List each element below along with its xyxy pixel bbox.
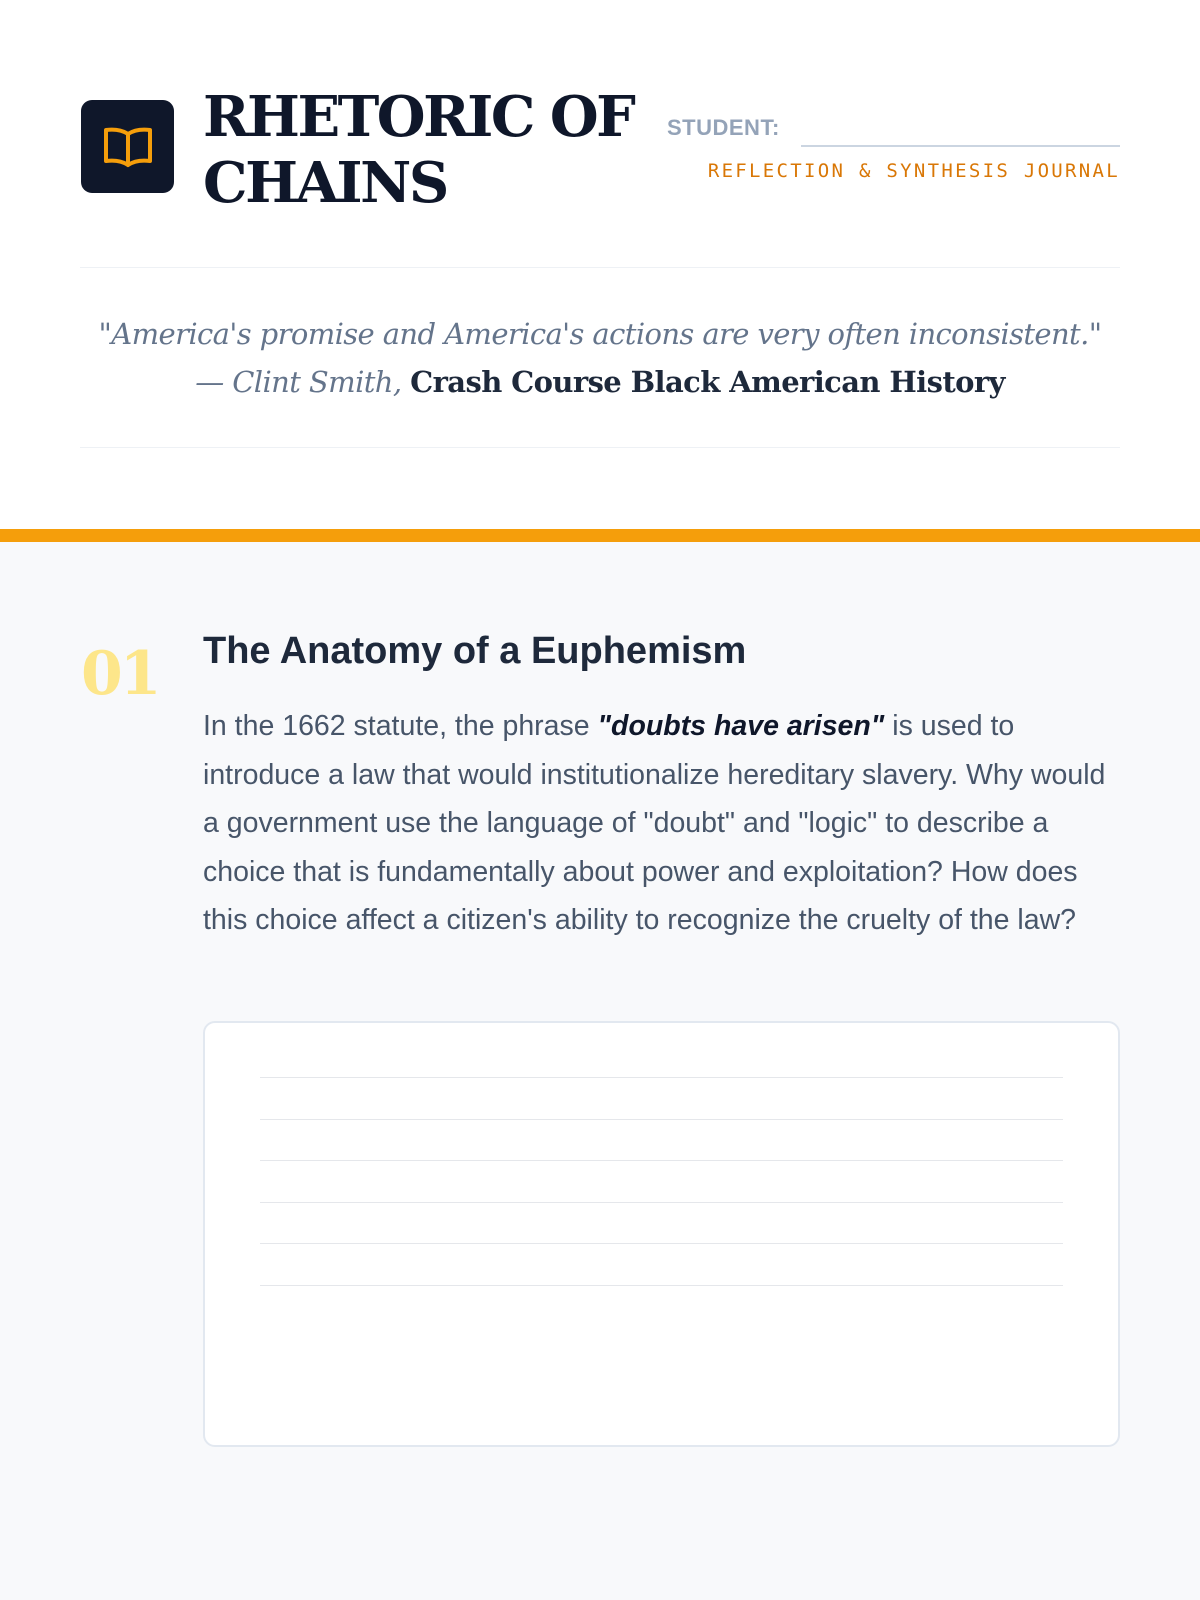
answer-rule-line — [260, 1243, 1063, 1244]
answer-box[interactable] — [203, 1021, 1120, 1447]
divider — [80, 267, 1120, 268]
journal-section — [0, 542, 1200, 1600]
student-field[interactable] — [667, 112, 1120, 148]
student-name-line[interactable] — [801, 145, 1120, 147]
quote-attribution: — Clint Smith, — [195, 365, 402, 399]
student-label: STUDENT: — [667, 115, 780, 140]
header-area — [0, 0, 1200, 530]
quote-source: Crash Course Black American History — [410, 365, 1005, 399]
answer-rule-line — [260, 1285, 1063, 1286]
quote-text: "America's promise and America's actions are very often inconsistent." — [98, 317, 1102, 351]
page-title: RHETORIC OF CHAINS — [203, 84, 634, 216]
prompt-emphasis: "doubts have arisen" — [597, 710, 885, 742]
divider — [80, 447, 1120, 448]
answer-rule-line — [260, 1160, 1063, 1161]
section-number: 01 — [81, 639, 159, 709]
prompt-text-start: In the 1662 statute, the phrase — [203, 710, 598, 742]
reflection-prompt — [203, 702, 1123, 945]
logo — [81, 100, 174, 193]
answer-rule-line — [260, 1119, 1063, 1120]
answer-rule-line — [260, 1202, 1063, 1203]
answer-rule-line — [260, 1077, 1063, 1078]
section-title: The Anatomy of a Euphemism — [203, 630, 747, 672]
accent-bar — [0, 529, 1200, 542]
open-book-icon — [102, 123, 154, 171]
prompt-text-end: is used to introduce a law that would institutionalize hereditary slavery. Why would a government use the language of "doubt" and "logic" to describe a choice that is fundamentally about power and exploitation? How does this choice affect a citizen's ability to recognize the cruelty of the law? — [203, 710, 1106, 937]
journal-subtitle: REFLECTION & SYNTHESIS JOURNAL — [707, 160, 1120, 182]
epigraph-quote — [80, 310, 1120, 406]
